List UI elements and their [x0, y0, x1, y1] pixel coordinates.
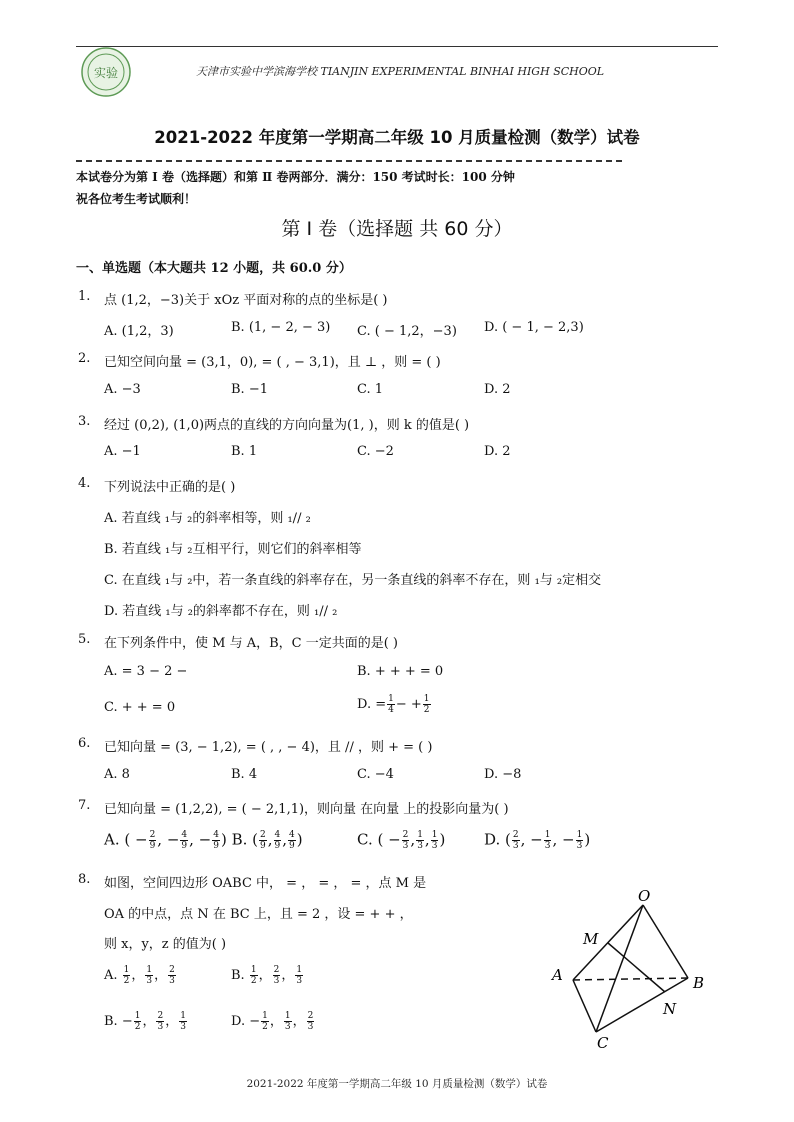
q6-option-d: D. −8 — [484, 767, 522, 782]
exam-note: 本试卷分为第 Ⅰ 卷（选择题）和第 Ⅱ 卷两部分．满分：150 考试时长：100 分钟 — [76, 170, 515, 184]
q8-stem-line2: OA 的中点，点 N 在 BC 上，且 = 2 ，设 = + + ， — [104, 907, 413, 922]
q6-option-b: B. 4 — [231, 767, 258, 782]
q7-option-c: C. ( − $\frac{2}{3}$ , $\frac{1}{3}$ , $\frac{1}{3}$ ) — [357, 830, 446, 851]
q1-option-d: D. ( − 1, − 2,3) — [484, 320, 584, 335]
school-name: 天津市实验中学滨海学校 TIANJIN EXPERIMENTAL BINHAI HIGH SCHOOL — [196, 65, 605, 78]
logo-text: 实验 — [93, 66, 119, 80]
school-logo-icon — [80, 46, 132, 98]
fraction: $\frac{4}{9}$ — [274, 830, 281, 851]
page-footer: 2021-2022 年度第一学期高二年级 10 月质量检测（数学）试卷 — [246, 1078, 548, 1090]
q1-option-c: C. ( − 1,2，−3) — [357, 324, 457, 339]
q6-option-a: A. 8 — [104, 767, 130, 782]
q5-option-d — [357, 694, 432, 715]
fraction: $\frac{2}{3}$ — [402, 830, 409, 851]
q3-stem: 经过 (0,2), (1,0)两点的直线的方向向量为(1, )，则 k 的值是( ) — [104, 418, 470, 433]
q4-option-b: B. 若直线 ₁与 ₂互相平行，则它们的斜率相等 — [104, 542, 362, 557]
segment-mn — [608, 943, 665, 992]
fraction: $\frac{2}{3}$ — [157, 1011, 164, 1032]
q8-option-c: B. − $\frac{1}{2}$ ， $\frac{2}{3}$ ， $\frac{1}{3}$ — [104, 1011, 186, 1032]
fraction: $\frac{1}{3}$ — [296, 965, 303, 986]
q2-option-b: B. −1 — [231, 382, 268, 397]
q8-stem-line1: 如图，空间四边形 OABC 中， = ， = ， = ，点 M 是 — [104, 876, 427, 891]
q8-option-b: B. $\frac{1}{2}$ ， $\frac{2}{3}$ ， $\frac{1}{3}$ — [231, 965, 303, 986]
fraction: $\frac{1}{3}$ — [284, 1011, 291, 1032]
edge-ac — [573, 980, 596, 1032]
q7-option-d: D. ( $\frac{2}{3}$ , − $\frac{1}{3}$ , − $\frac{1}{3}$ ) — [484, 830, 591, 851]
q6-stem: 已知向量 = (3, − 1,2), = ( , , − 4)，且 // ，则 + = ( ) — [104, 740, 433, 755]
fraction: $\frac{2}{3}$ — [169, 965, 175, 986]
q3-option-b: B. 1 — [231, 444, 258, 459]
q5-number: 5. — [78, 632, 91, 647]
q7-number: 7. — [78, 798, 91, 813]
label-b: B — [693, 974, 705, 992]
q8-option-d: D. − $\frac{1}{2}$ ， $\frac{1}{3}$ ， $\frac{2}{3}$ — [231, 1011, 314, 1032]
fraction: $\frac{1}{4}$ — [388, 694, 394, 715]
q5-option-c: C. + + = 0 — [104, 700, 176, 715]
label-m: M — [583, 930, 599, 948]
q6-option-c: C. −4 — [357, 767, 394, 782]
q3-option-a: A. −1 — [104, 444, 141, 459]
title-divider — [76, 160, 622, 162]
edge-ab-hidden — [573, 978, 688, 980]
q2-number: 2. — [78, 351, 91, 366]
q6-number: 6. — [78, 736, 91, 751]
fraction: $\frac{4}{9}$ — [213, 830, 219, 851]
header-rule — [76, 46, 718, 47]
q5-stem: 在下列条件中，使 M 与 A，B，C 一定共面的是( ) — [104, 636, 399, 651]
label-a: A — [552, 966, 563, 984]
fraction: $\frac{1}{3}$ — [576, 830, 583, 851]
q3-number: 3. — [78, 414, 91, 429]
label-o: O — [638, 887, 651, 905]
fraction: $\frac{1}{3}$ — [180, 1011, 186, 1032]
q3-option-c: C. −2 — [357, 444, 394, 459]
fraction: $\frac{1}{2}$ — [262, 1011, 268, 1032]
fraction: $\frac{4}{9}$ — [181, 830, 188, 851]
q7-option-a-b: A. ( − $\frac{2}{9}$ , − $\frac{4}{9}$ , − $\frac{4}{9}$ ) B. ( $\frac{2}{9}$ , $\frac{4}{9}$ , $\frac{4}{9}$ ) — [104, 830, 303, 851]
fraction: $\frac{4}{9}$ — [289, 830, 295, 851]
fraction: $\frac{2}{9}$ — [149, 830, 156, 851]
q5-option-b: B. + + + = 0 — [357, 664, 444, 679]
fraction: $\frac{1}{2}$ — [250, 965, 257, 986]
edge-ob — [643, 905, 688, 978]
q5-option-a: A. = 3 − 2 − — [104, 664, 188, 679]
fraction: $\frac{2}{3}$ — [273, 965, 280, 986]
fraction: $\frac{2}{3}$ — [307, 1011, 314, 1032]
q5-option-d-lead: D. = — [357, 697, 387, 712]
exam-wish: 祝各位考生考试顺利！ — [76, 192, 197, 206]
q4-number: 4. — [78, 476, 91, 491]
q8-option-a: A. $\frac{1}{2}$ ， $\frac{1}{3}$ ， $\frac{2}{3}$ — [104, 965, 175, 986]
fraction: $\frac{1}{3}$ — [146, 965, 153, 986]
fraction: $\frac{1}{2}$ — [123, 965, 130, 986]
fraction: $\frac{1}{2}$ — [134, 1011, 141, 1032]
fraction: $\frac{2}{9}$ — [260, 830, 266, 851]
q2-option-c: C. 1 — [357, 382, 384, 397]
exam-title: 2021-2022 年度第一学期高二年级 10 月质量检测（数学）试卷 — [154, 128, 640, 147]
fraction: $\frac{1}{3}$ — [544, 830, 551, 851]
q1-option-a: A. (1,2，3) — [104, 324, 174, 339]
q8-stem-line3: 则 x，y，z 的值为( ) — [104, 937, 227, 952]
q4-option-a: A. 若直线 ₁与 ₂的斜率相等，则 ₁// ₂ — [104, 511, 311, 526]
fraction: $\frac{1}{2}$ — [423, 694, 430, 715]
q1-stem: 点 (1,2，−3)关于 xOz 平面对称的点的坐标是( ) — [104, 293, 388, 308]
q4-stem: 下列说法中正确的是( ) — [104, 480, 236, 495]
q2-option-d: D. 2 — [484, 382, 511, 397]
tetrahedron-figure — [550, 882, 720, 1052]
q1-number: 1. — [78, 289, 91, 304]
edge-oc — [596, 905, 643, 1032]
q1-option-b: B. (1, − 2, − 3) — [231, 320, 331, 335]
q7-stem: 已知向量 = (1,2,2), = ( − 2,1,1)，则向量 在向量 上的投影向量为( ) — [104, 802, 509, 817]
fraction: $\frac{2}{3}$ — [512, 830, 519, 851]
q5-option-d-mid: − + — [395, 697, 422, 712]
fraction: $\frac{1}{3}$ — [431, 830, 438, 851]
q2-stem: 已知空间向量 = (3,1，0), = ( , − 3,1)，且 ⊥ ，则 = ( ) — [104, 355, 441, 370]
q8-number: 8. — [78, 872, 91, 887]
q3-option-d: D. 2 — [484, 444, 511, 459]
q4-option-c: C. 在直线 ₁与 ₂中，若一条直线的斜率存在，另一条直线的斜率不存在，则 ₁与 ₂定相交 — [104, 573, 602, 588]
q4-option-d: D. 若直线 ₁与 ₂的斜率都不存在，则 ₁// ₂ — [104, 604, 338, 619]
q2-option-a: A. −3 — [104, 382, 141, 397]
label-n: N — [663, 1000, 677, 1018]
label-c: C — [597, 1034, 609, 1052]
fraction: $\frac{1}{3}$ — [417, 830, 423, 851]
part-title: 一、单选题（本大题共 12 小题，共 60.0 分） — [76, 261, 352, 276]
section-title: 第 Ⅰ 卷（选择题 共 60 分） — [281, 218, 513, 240]
